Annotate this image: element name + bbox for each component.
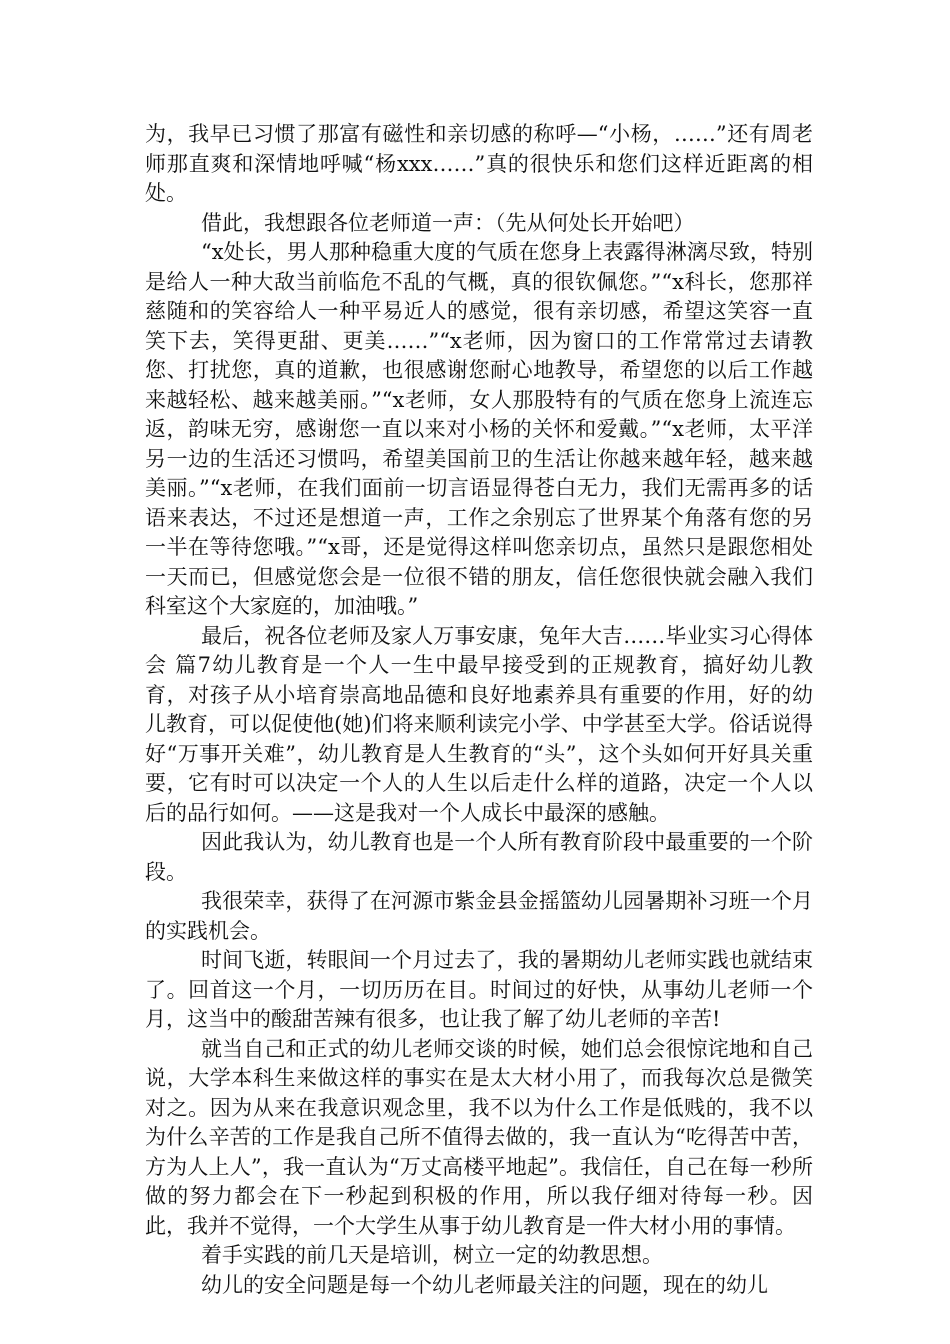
paragraph: 因此我认为，幼儿教育也是一个人所有教育阶段中最重要的一个阶段。	[145, 830, 813, 884]
paragraph: 时间飞逝，转眼间一个月过去了，我的暑期幼儿老师实践也就结束了。回首这一个月，一切历历在目。时间过的好快，从事幼儿老师一个月，这当中的酸甜苦辣有很多，也让我了解了幼儿老师的辛苦!	[145, 948, 813, 1031]
paragraph: 最后，祝各位老师及家人万事安康，兔年大吉……毕业实习心得体会 篇7幼儿教育是一个人一生中最早接受到的正规教育，搞好幼儿教育，对孩子从小培育崇高地品德和良好地素养具有重要的作用，好的幼儿教育，可以促使他(她)们将来顺利读完小学、中学甚至大学。俗话说得好“万事开关难”，幼儿教育是人生教育的“头”，这个头如何开好具关重要，它有时可以决定一个人的人生以后走什么样的道路，决定一个人以后的品行如何。——这是我对一个人成长中最深的感触。	[145, 623, 813, 825]
paragraph: 我很荣幸，获得了在河源市紫金县金摇篮幼儿园暑期补习班一个月的实践机会。	[145, 889, 813, 943]
paragraph: 幼儿的安全问题是每一个幼儿老师最关注的问题，现在的幼儿	[201, 1272, 768, 1297]
paragraph: 着手实践的前几天是培训，树立一定的幼教思想。	[201, 1243, 663, 1267]
paragraph: 就当自己和正式的幼儿老师交谈的时候，她们总会很惊诧地和自己说，大学本科生来做这样的事实在是太大材小用了，而我每次总是微笑对之。因为从来在我意识观念里，我不以为什么工作是低贱的，我不以为什么辛苦的工作是我自己所不值得去做的，我一直认为“吃得苦中苦，方为人上人”，我一直认为“万丈高楼平地起”。我信任，自己在每一秒所做的努力都会在下一秒起到积极的作用，所以我仔细对待每一秒。因此，我并不觉得，一个大学生从事于幼儿教育是一件大材小用的事情。	[145, 1036, 813, 1238]
paragraph: “x处长，男人那种稳重大度的气质在您身上表露得淋漓尽致，特别是给人一种大敌当前临危不乱的气概，真的很钦佩您。”“x科长，您那祥慈随和的笑容给人一种平易近人的感觉，很有亲切感，希望这笑容一直笑下去，笑得更甜、更美……”“x老师，因为窗口的工作常常过去请教您、打扰您，真的道歉，也很感谢您耐心地教导，希望您的以后工作越来越轻松、越来越美丽。”“x老师，女人那股特有的气质在您身上流连忘返，韵味无穷，感谢您一直以来对小杨的关怀和爱戴。”“x老师，太平洋另一边的生活还习惯吗，希望美国前卫的生活让你越来越年轻，越来越美丽。”“x老师，在我们面前一切言语显得苍白无力，我们无需再多的话语来表达，不过还是想道一声，工作之余别忘了世界某个角落有您的另一半在等待您哦。”“x哥，还是觉得这样叫您亲切点，虽然只是跟您相处一天而已，但感觉您会是一位很不错的朋友，信任您很快就会融入我们科室这个大家庭的，加油哦。”	[145, 240, 813, 618]
document-body	[145, 120, 813, 1300]
paragraph: 为，我早已习惯了那富有磁性和亲切感的称呼—“小杨，……”还有周老师那直爽和深情地呼喊“杨xxx……”真的很快乐和您们这样近距离的相处。	[145, 122, 813, 205]
paragraph: 借此，我想跟各位老师道一声：（先从何处长开始吧）	[201, 210, 695, 235]
